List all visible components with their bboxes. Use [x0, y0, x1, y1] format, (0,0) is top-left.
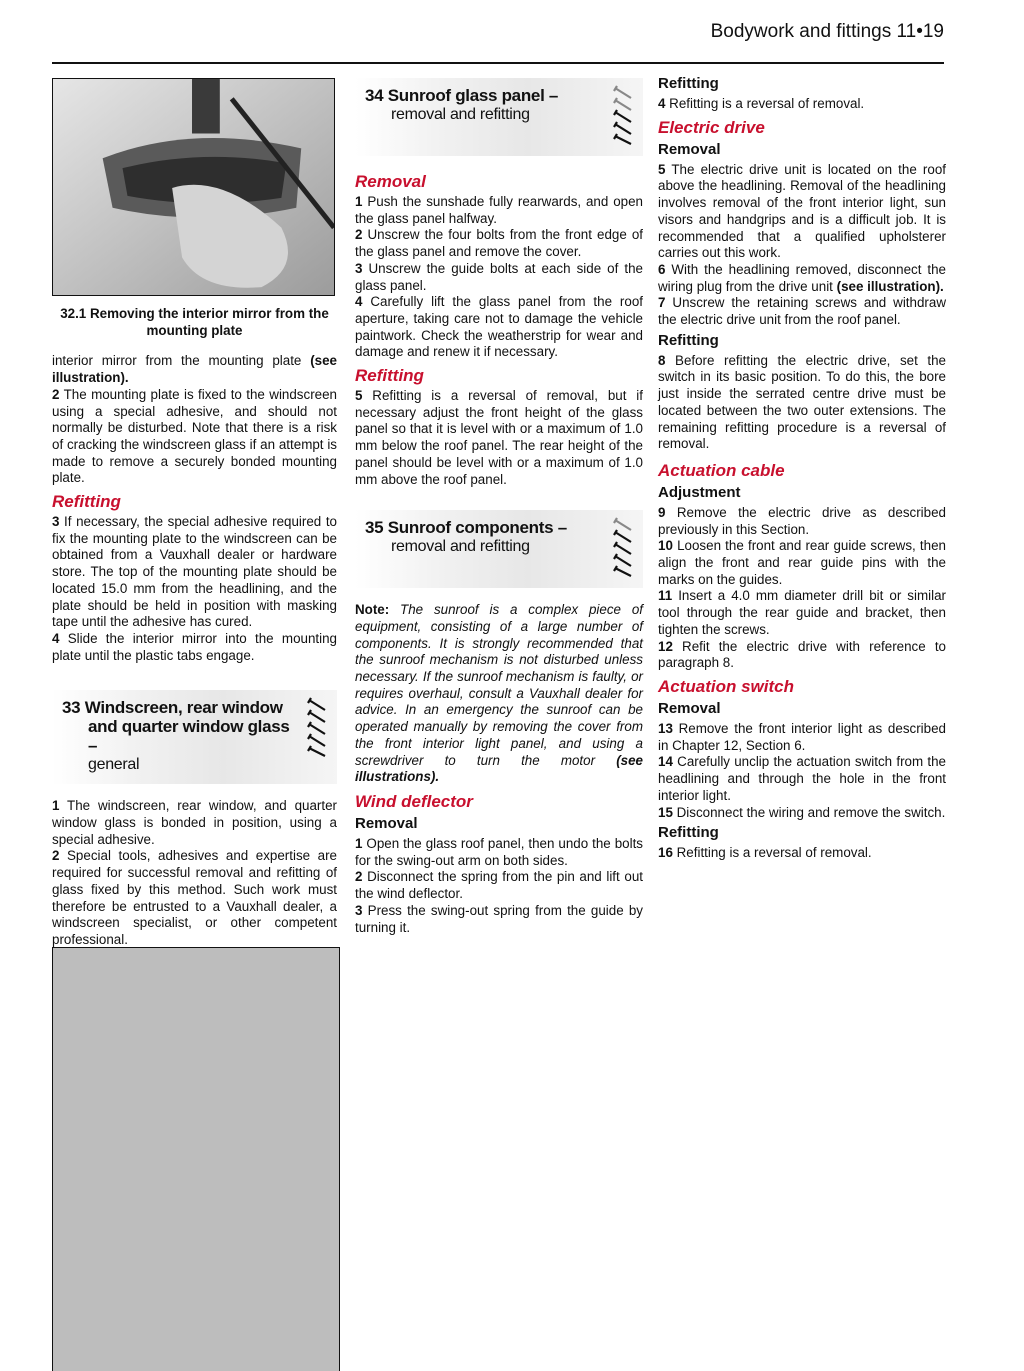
sub-heading: Refitting	[658, 331, 719, 349]
paragraph: 7 Unscrew the retaining screws and withdraw the electric drive unit from the roof panel.	[658, 295, 946, 328]
section-heading: Electric drive	[658, 117, 765, 137]
note-paragraph: Note: The sunroof is a complex piece of equipment, consisting of a large number of components. It is strongly recommended that the sunroof mechanism is not disturbed unless necessary. If the sunroof mechanism is faulty, or requires overhaul, consult a Vauxhall dealer for advice. In an emergency the sunroof can be operated manually by removing the cover from the front interior light panel, and using a screwdriver to turn the motor (see illustrations).	[355, 602, 643, 785]
section-35-title-box	[355, 510, 643, 588]
paragraph: 2 Disconnect the spring from the pin and lift out the wind deflector.	[355, 869, 643, 902]
section-heading: Refitting	[52, 492, 121, 512]
section-heading: Wind deflector	[355, 791, 473, 811]
section-subtitle: general	[88, 756, 140, 774]
section-heading: Actuation cable	[658, 460, 785, 480]
sub-heading: Refitting	[658, 824, 719, 842]
section-title: and quarter window glass –	[88, 717, 290, 756]
bottom-photo-row	[52, 947, 944, 1367]
paragraph: 1 Push the sunshade fully rearwards, and open the glass panel halfway.	[355, 194, 643, 226]
paragraph: 8 Before refitting the electric drive, set the switch in its basic position. To do this, the bore just inside the serrated centre drive must be located between the two outer extensions. The remaining refitting procedure is a reversal of removal.	[658, 352, 946, 452]
column-middle	[355, 78, 643, 936]
column-right	[658, 72, 946, 862]
paragraph: 14 Carefully unclip the actuation switch from the headlining and through the hole in the front interior light.	[658, 754, 946, 803]
photo-caption: 32.1 Removing the interior mirror from the mounting plate	[60, 306, 329, 338]
difficulty-wrench-icon	[611, 516, 637, 578]
section-title: 33 Windscreen, rear window	[62, 698, 283, 718]
paragraph: 2 Special tools, adhesives and expertise are required for successful removal and refitting of glass fixed by this method. Such work must therefore be entrusted to a Vauxhall dealer, a windscreen specialist, or other competent professional.	[52, 848, 337, 947]
paragraph: interior mirror from the mounting plate (see illustration).	[52, 353, 337, 386]
photo-block	[52, 947, 340, 1371]
section-title: 34 Sunroof glass panel –	[365, 86, 559, 105]
difficulty-wrench-icon	[305, 696, 331, 758]
section-heading: Removal	[355, 172, 426, 191]
paragraph: 16 Refitting is a reversal of removal.	[658, 845, 872, 861]
paragraph: 13 Remove the front interior light as described in Chapter 12, Section 6.	[658, 720, 946, 753]
paragraph: 2 Unscrew the four bolts from the front edge of the glass panel and remove the cover.	[355, 227, 643, 260]
mirror-photo-illustration	[53, 79, 334, 295]
section-34-title-box	[355, 78, 643, 156]
sub-heading: Removal	[355, 814, 418, 832]
paragraph: 1 The windscreen, rear window, and quarter window glass is bonded in position, using a special adhesive.	[52, 798, 337, 847]
paragraph: 12 Refit the electric drive with reference to paragraph 8.	[658, 638, 946, 671]
sub-heading: Removal	[658, 140, 721, 158]
section-heading: Actuation switch	[658, 676, 795, 696]
paragraph: 1 Open the glass roof panel, then undo the bolts for the swing-out arm on both sides.	[355, 835, 643, 868]
sub-heading: Removal	[658, 699, 721, 717]
section-33-title-box	[52, 690, 337, 784]
section-heading: Refitting	[355, 366, 424, 386]
paragraph: 5 The electric drive unit is located on the roof above the headlining. Removal of the headlining involves removal of the front interior light, sun visors and handgrips and is a difficult job. It is recommended that a qualified upholsterer carries out this work.	[658, 161, 946, 261]
paragraph: 4 Slide the interior mirror into the mounting plate until the plastic tabs engage.	[52, 630, 337, 663]
running-header: Bodywork and fittings 11•19	[710, 21, 944, 42]
paragraph: 3 Press the swing-out spring from the guide by turning it.	[355, 902, 643, 935]
photo-cover-removal	[52, 947, 340, 1371]
section-subtitle: removal and refitting	[391, 538, 530, 556]
sub-heading: Refitting	[658, 75, 719, 92]
paragraph: 9 Remove the electric drive as described previously in this Section.	[658, 504, 946, 537]
difficulty-wrench-icon	[611, 84, 637, 146]
photo-mirror	[52, 78, 335, 296]
paragraph: 3 If necessary, the special adhesive required to fix the mounting plate to the windscreen can be obtained from a Vauxhall dealer or hardware store. The top of the mounting plate should be located 15.0 mm from the headlining, and the plate should be held in position with masking tape until the adhesive has cured.	[52, 514, 337, 630]
paragraph: 15 Disconnect the wiring and remove the switch.	[658, 804, 946, 820]
paragraph: 4 Refitting is a reversal of removal.	[658, 96, 865, 111]
paragraph: 4 Carefully lift the glass panel from the roof aperture, taking care not to damage the vehicle paintwork. Check the weatherstrip for wear and damage and renew it if necessary.	[355, 294, 643, 360]
page-header	[52, 18, 944, 64]
sub-heading: Adjustment	[658, 483, 741, 501]
section-subtitle: removal and refitting	[391, 106, 530, 123]
paragraph: 10 Loosen the front and rear guide screws, then align the front and rear guide pins with the marks on the guides.	[658, 538, 946, 587]
paragraph: 6 With the headlining removed, disconnect the wiring plug from the drive unit (see illustration).	[658, 261, 946, 294]
section-title: 35 Sunroof components –	[365, 518, 567, 538]
column-left	[52, 78, 337, 949]
paragraph: 2 The mounting plate is fixed to the windscreen using a special adhesive, and should not normally be disturbed. Note that there is a risk of cracking the windscreen glass if an attempt is made to remove a securely bonded mounting plate.	[52, 386, 337, 486]
paragraph: 11 Insert a 4.0 mm diameter drill bit or similar tool through the rear guide and bracket, then tighten the screws.	[658, 588, 946, 637]
paragraph: 5 Refitting is a reversal of removal, but if necessary adjust the front height of the glass panel so that it is level with or a maximum of 1.0 mm below the roof panel. The rear height of the panel should be level with or a maximum of 1.0 mm above the roof panel.	[355, 388, 643, 487]
paragraph: 3 Unscrew the guide bolts at each side of the glass panel.	[355, 260, 643, 293]
